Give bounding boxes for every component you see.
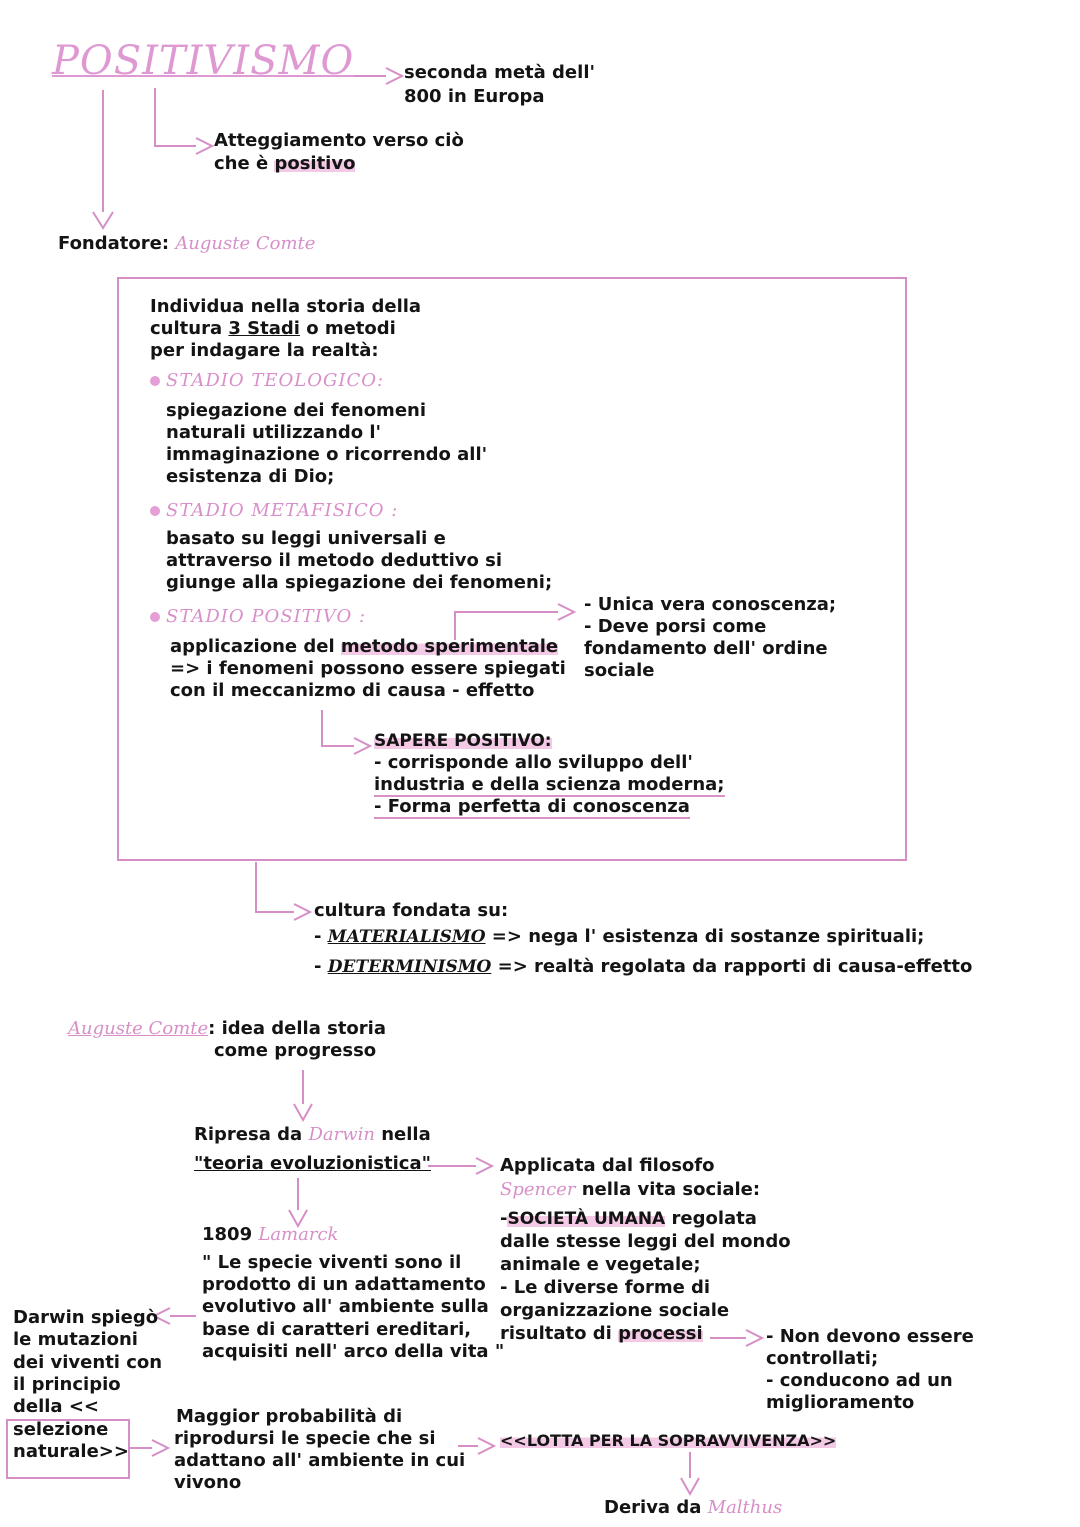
spencer-line: - Le diverse forme di (500, 1277, 711, 1298)
sapere-line: - corrisponde allo sviluppo dell' (374, 752, 693, 773)
probability-line: Maggior probabilità di (176, 1406, 403, 1427)
spencer-line: risultato di processi (500, 1323, 703, 1344)
lamarck-heading: 1809 Lamarck (202, 1224, 339, 1245)
spencer-line: Applicata dal filosofo (500, 1155, 715, 1176)
box-intro-1: Individua nella storia della (150, 296, 422, 317)
sapere-heading: SAPERE POSITIVO: (374, 731, 552, 751)
lamarck-quote: base di caratteri ereditari, (202, 1319, 472, 1340)
processes-line: - conducono ad un (766, 1370, 953, 1391)
darwin-theory: "teoria evoluzionistica" (194, 1153, 431, 1174)
darwin2-line: Darwin spiegò (13, 1307, 159, 1328)
darwin2-line: naturale>> (13, 1441, 129, 1462)
comte-line-1: Auguste Comte: idea della storia (68, 1018, 386, 1039)
bullet-icon (150, 612, 160, 622)
stage2-line: giunge alla spiegazione dei fenomeni; (166, 572, 553, 593)
founder-line: Fondatore: Auguste Comte (58, 233, 316, 254)
stage2-line: basato su leggi universali e (166, 528, 446, 549)
page-title: POSITIVISMO (52, 38, 355, 84)
stage1-line: esistenza di Dio; (166, 466, 335, 487)
stage2-line: attraverso il metodo deduttivo si (166, 550, 503, 571)
sapere-line: industria e della scienza moderna; (374, 774, 725, 795)
stage3-heading: STADIO POSITIVO : (150, 606, 366, 628)
knowledge-line: sociale (584, 660, 655, 681)
stage2-heading: STADIO METAFISICO : (150, 500, 398, 522)
knowledge-line: - Unica vera conoscenza; (584, 594, 837, 615)
darwin2-line: il principio (13, 1374, 121, 1395)
spencer-line: -SOCIETÀ UMANA regolata (500, 1208, 757, 1229)
stage1-line: spiegazione dei fenomeni (166, 400, 427, 421)
spencer-line: organizzazione sociale (500, 1300, 730, 1321)
spencer-line: Spencer nella vita sociale: (500, 1179, 761, 1200)
darwin2-line: le mutazioni (13, 1329, 138, 1350)
attitude-line-2: che è positivo (214, 153, 356, 174)
bullet-icon (150, 506, 160, 516)
stage1-line: naturali utilizzando l' (166, 422, 382, 443)
knowledge-line: fondamento dell' ordine (584, 638, 828, 659)
stage3-line: => i fenomeni possono essere spiegati (170, 658, 566, 679)
stage3-line: con il meccanizmo di causa - effetto (170, 680, 535, 701)
comte-line-2: come progresso (214, 1040, 377, 1061)
lamarck-quote: " Le specie viventi sono il (202, 1252, 462, 1273)
knowledge-line: - Deve porsi come (584, 616, 767, 637)
sapere-line: - Forma perfetta di conoscenza (374, 796, 690, 817)
stage1-line: immaginazione o ricorrendo all' (166, 444, 488, 465)
struggle-heading: <<LOTTA PER LA SOPRAVVIVENZA>> (500, 1431, 837, 1450)
attitude-line-1: Atteggiamento verso ciò (214, 130, 464, 151)
processes-line: miglioramento (766, 1392, 915, 1413)
box-intro-2: cultura 3 Stadi o metodi (150, 318, 396, 339)
positivo-highlight: positivo (274, 153, 356, 174)
box-intro-3: per indagare la realtà: (150, 340, 379, 361)
spencer-line: animale e vegetale; (500, 1254, 701, 1275)
culture-heading: cultura fondata su: (314, 900, 509, 921)
probability-line: riprodursi le specie che si (174, 1428, 436, 1449)
darwin2-line: selezione (13, 1419, 109, 1440)
processes-line: - Non devono essere (766, 1326, 974, 1347)
processes-line: controllati; (766, 1348, 879, 1369)
probability-line: adattano all' ambiente in cui (174, 1450, 466, 1471)
founder-name: Auguste Comte (175, 233, 316, 254)
lamarck-quote: evolutivo all' ambiente sulla (202, 1296, 489, 1317)
culture-item-determinismo: - DETERMINISMO => realtà regolata da rapporti di causa-effetto (314, 956, 973, 977)
bullet-icon (150, 376, 160, 386)
metodo-sperimentale-highlight: metodo sperimentale (340, 636, 559, 657)
three-stages: 3 Stadi (228, 318, 300, 339)
lamarck-quote: acquisiti nell' arco della vita " (202, 1341, 505, 1362)
lamarck-quote: prodotto di un adattamento (202, 1274, 486, 1295)
spencer-line: dalle stesse leggi del mondo (500, 1231, 791, 1252)
darwin2-line: dei viventi con (13, 1352, 163, 1373)
malthus-line: Deriva da Malthus (604, 1497, 783, 1518)
culture-item-materialismo: - MATERIALISMO => nega l' esistenza di sostanze spirituali; (314, 926, 925, 947)
darwin2-line: della << (13, 1396, 100, 1417)
period-line-1: seconda metà dell' (404, 62, 595, 83)
stage1-heading: STADIO TEOLOGICO: (150, 370, 384, 392)
probability-line: vivono (174, 1472, 242, 1493)
darwin-line-1: Ripresa da Darwin nella (194, 1124, 431, 1145)
stage3-line: applicazione del metodo sperimentale (170, 636, 559, 657)
period-line-2: 800 in Europa (404, 86, 545, 107)
